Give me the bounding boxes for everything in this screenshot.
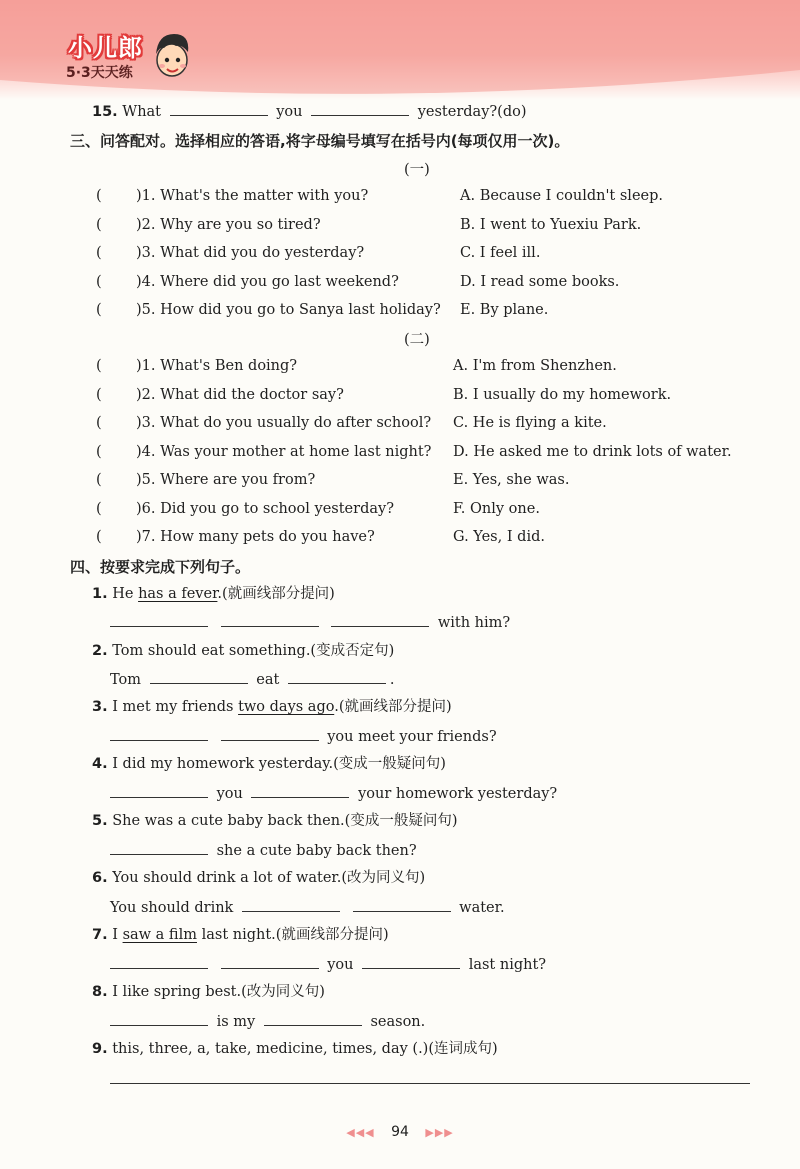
s4-question-9 bbox=[92, 1039, 498, 1059]
question-text: this, three, a, take, medicine, times, day (.)(连词成句) bbox=[112, 1041, 498, 1057]
match-question: )5. Where are you from? bbox=[136, 472, 316, 488]
answer-paren[interactable]: ( bbox=[96, 500, 102, 517]
match-question: )2. What did the doctor say? bbox=[136, 386, 344, 403]
answer-blank[interactable] bbox=[331, 612, 429, 627]
match-question: )4. Was your mother at home last night? bbox=[136, 443, 432, 460]
s4-question-2 bbox=[92, 641, 394, 661]
answer-blank[interactable] bbox=[221, 612, 319, 627]
answer-paren[interactable]: ( bbox=[96, 245, 102, 261]
answer-blank[interactable] bbox=[110, 726, 208, 741]
match-answer: D. I read some books. bbox=[460, 273, 620, 290]
answer-paren[interactable]: ( bbox=[96, 273, 102, 290]
answer-blank[interactable] bbox=[170, 101, 268, 116]
question-text: You should drink a lot of water.(改为同义句) bbox=[112, 870, 426, 886]
question-instruction: .(就画线部分提问) bbox=[217, 586, 335, 602]
s4-question-3 bbox=[92, 697, 452, 717]
question-text: I met my friends bbox=[112, 699, 239, 715]
match-question: )3. What did you do yesterday? bbox=[136, 245, 365, 261]
logo-subtitle: 5·3天天练 bbox=[66, 65, 133, 81]
header-banner bbox=[0, 0, 800, 100]
answer-text: You should drink bbox=[110, 900, 234, 916]
answer-paren[interactable]: ( bbox=[96, 472, 102, 488]
match-question: )1. What's Ben doing? bbox=[136, 358, 298, 374]
answer-paren[interactable]: ( bbox=[96, 443, 102, 460]
match-question: )5. How did you go to Sanya last holiday? bbox=[136, 302, 441, 318]
question-number: 6. bbox=[92, 870, 108, 886]
question-text: He bbox=[112, 586, 139, 602]
answer-paren[interactable]: ( bbox=[96, 386, 102, 403]
question-number: 2. bbox=[92, 643, 108, 659]
answer-blank[interactable] bbox=[110, 954, 208, 969]
match-answer: A. Because I couldn't sleep. bbox=[460, 188, 663, 204]
answer-blank[interactable] bbox=[353, 897, 451, 912]
answer-blank[interactable] bbox=[221, 954, 319, 969]
question-text: you bbox=[276, 104, 303, 120]
answer-text: season. bbox=[370, 1014, 426, 1030]
s4-answer-8 bbox=[106, 1011, 425, 1032]
answer-blank[interactable] bbox=[221, 726, 319, 741]
section-3-title: 三、问答配对。选择相应的答语,将字母编号填写在括号内(每项仅用一次)。 bbox=[70, 132, 570, 150]
match-answer: F. Only one. bbox=[453, 500, 540, 517]
question-text: I bbox=[112, 927, 123, 943]
match-question: )7. How many pets do you have? bbox=[136, 529, 375, 545]
question-text: She was a cute baby back then.(变成一般疑问句) bbox=[112, 813, 458, 829]
page-number: 94 bbox=[391, 1124, 409, 1140]
answer-paren[interactable]: ( bbox=[96, 302, 102, 318]
s4-answer-4 bbox=[106, 783, 557, 804]
logo bbox=[62, 28, 202, 88]
answer-paren[interactable]: ( bbox=[96, 415, 102, 431]
answer-blank[interactable] bbox=[288, 669, 386, 684]
match-answer: C. He is flying a kite. bbox=[453, 415, 607, 431]
question-number: 1. bbox=[92, 586, 108, 602]
answer-text: you bbox=[327, 957, 354, 973]
answer-text: you meet your friends? bbox=[327, 729, 497, 745]
answer-text: you bbox=[216, 786, 243, 802]
answer-text: . bbox=[389, 672, 395, 688]
match-answer: D. He asked me to drink lots of water. bbox=[453, 443, 732, 460]
part-2-label: (二) bbox=[404, 332, 430, 348]
answer-blank[interactable] bbox=[242, 897, 340, 912]
s4-answer-6 bbox=[110, 897, 505, 918]
question-instruction: last night.(就画线部分提问) bbox=[196, 927, 389, 943]
prev-arrows-icon: ◀◀◀ bbox=[346, 1126, 375, 1139]
page-footer bbox=[0, 1124, 800, 1140]
match-answer: E. Yes, she was. bbox=[453, 472, 570, 488]
question-text: yesterday?(do) bbox=[417, 104, 527, 120]
s4-answer-5 bbox=[106, 840, 417, 861]
part-1-label: (一) bbox=[404, 162, 430, 178]
answer-blank[interactable] bbox=[362, 954, 460, 969]
answer-blank[interactable] bbox=[264, 1011, 362, 1026]
match-question: )2. Why are you so tired? bbox=[136, 216, 321, 233]
match-answer: B. I usually do my homework. bbox=[453, 386, 672, 403]
question-number: 5. bbox=[92, 813, 108, 829]
match-answer: G. Yes, I did. bbox=[453, 529, 545, 545]
question-15 bbox=[92, 101, 527, 122]
match-question: )3. What do you usually do after school? bbox=[136, 415, 432, 431]
match-answer: B. I went to Yuexiu Park. bbox=[460, 216, 642, 233]
question-number: 15. bbox=[92, 104, 118, 120]
s4-answer-3 bbox=[106, 726, 497, 747]
answer-paren[interactable]: ( bbox=[96, 358, 102, 374]
next-arrows-icon: ▶▶▶ bbox=[425, 1126, 454, 1139]
answer-line[interactable] bbox=[110, 1083, 750, 1084]
answer-blank[interactable] bbox=[251, 783, 349, 798]
answer-paren[interactable]: ( bbox=[96, 529, 102, 545]
answer-blank[interactable] bbox=[110, 840, 208, 855]
s4-question-6 bbox=[92, 868, 425, 888]
question-number: 7. bbox=[92, 927, 108, 943]
match-answer: C. I feel ill. bbox=[460, 245, 541, 261]
question-number: 3. bbox=[92, 699, 108, 715]
underlined-part: two days ago bbox=[238, 699, 335, 715]
answer-text: last night? bbox=[468, 957, 547, 973]
answer-blank[interactable] bbox=[110, 1011, 208, 1026]
s4-question-5 bbox=[92, 811, 457, 831]
question-text: Tom should eat something.(变成否定句) bbox=[112, 643, 395, 659]
answer-blank[interactable] bbox=[110, 783, 208, 798]
underlined-part: has a fever bbox=[138, 586, 218, 602]
s4-question-7 bbox=[92, 925, 389, 945]
underlined-part: saw a film bbox=[122, 927, 197, 943]
logo-title: 小儿郎 bbox=[68, 34, 143, 62]
answer-text: eat bbox=[256, 672, 280, 688]
question-number: 4. bbox=[92, 756, 108, 772]
question-instruction: .(就画线部分提问) bbox=[334, 699, 452, 715]
answer-text: Tom bbox=[110, 672, 142, 688]
mascot-boy-icon bbox=[148, 20, 196, 82]
match-answer: A. I'm from Shenzhen. bbox=[453, 358, 617, 374]
answer-paren[interactable]: ( bbox=[96, 216, 102, 233]
question-number: 9. bbox=[92, 1041, 108, 1057]
question-text: What bbox=[122, 104, 162, 120]
answer-text: your homework yesterday? bbox=[358, 786, 558, 802]
question-text: I did my homework yesterday.(变成一般疑问句) bbox=[112, 756, 446, 772]
answer-blank[interactable] bbox=[110, 612, 208, 627]
question-text: I like spring best.(改为同义句) bbox=[112, 984, 325, 1000]
match-question: )4. Where did you go last weekend? bbox=[136, 273, 399, 290]
answer-blank[interactable] bbox=[150, 669, 248, 684]
question-number: 8. bbox=[92, 984, 108, 1000]
s4-answer-7 bbox=[106, 954, 546, 975]
answer-text: water. bbox=[459, 900, 505, 916]
answer-paren[interactable]: ( bbox=[96, 188, 102, 204]
s4-answer-1 bbox=[106, 612, 510, 633]
s4-question-8 bbox=[92, 982, 325, 1002]
answer-text: is my bbox=[216, 1014, 256, 1030]
answer-text: she a cute baby back then? bbox=[216, 843, 417, 859]
match-question: )1. What's the matter with you? bbox=[136, 188, 369, 204]
match-question: )6. Did you go to school yesterday? bbox=[136, 500, 394, 517]
answer-text: with him? bbox=[437, 615, 511, 631]
s4-question-4 bbox=[92, 754, 446, 774]
s4-answer-2 bbox=[110, 669, 395, 690]
section-4-title: 四、按要求完成下列句子。 bbox=[70, 558, 251, 576]
match-answer: E. By plane. bbox=[460, 302, 549, 318]
answer-blank[interactable] bbox=[311, 101, 409, 116]
s4-question-1 bbox=[92, 584, 335, 604]
